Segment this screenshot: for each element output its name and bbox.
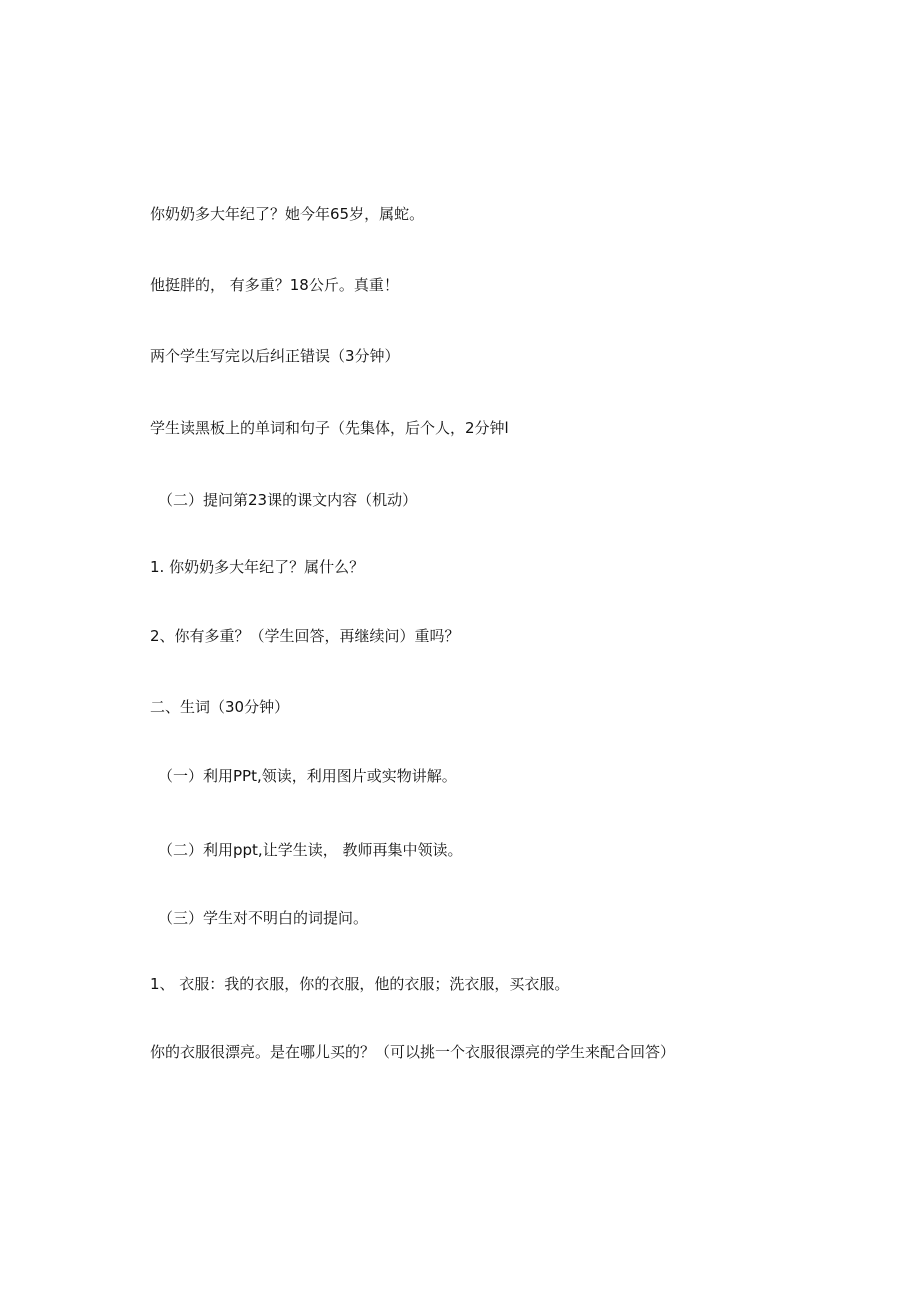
text-line-correct-errors: 两个学生写完以后纠正错误（3分钟） (150, 347, 400, 365)
question-item-2: 2、你有多重？（学生回答，再继续问）重吗？ (150, 627, 460, 645)
text-line-grandma-age: 你奶奶多大年纪了？她今年65岁，属蛇。 (150, 205, 425, 223)
section-heading-ask-questions: （二）提问第23课的课文内容（机动） (158, 491, 418, 509)
step-item-2: （二）利用ppt,让学生读， 教师再集中领读。 (158, 841, 463, 859)
example-sentence-clothes: 你的衣服很漂亮。是在哪儿买的？（可以挑一个衣服很漂亮的学生来配合回答） (150, 1043, 676, 1061)
vocab-item-clothes: 1、 衣服：我的衣服，你的衣服，他的衣服；洗衣服，买衣服。 (150, 975, 570, 993)
text-line-weight: 他挺胖的， 有多重？18公斤。真重！ (150, 276, 399, 294)
step-item-3: （三）学生对不明白的词提问。 (158, 909, 369, 927)
text-line-read-blackboard: 学生读黑板上的单词和句子（先集体，后个人，2分钟l (150, 419, 509, 437)
step-item-1: （一）利用PPt,领读，利用图片或实物讲解。 (158, 767, 457, 785)
section-heading-new-words: 二、生词（30分钟） (150, 698, 290, 716)
question-item-1: 1. 你奶奶多大年纪了？属什么？ (150, 558, 365, 576)
